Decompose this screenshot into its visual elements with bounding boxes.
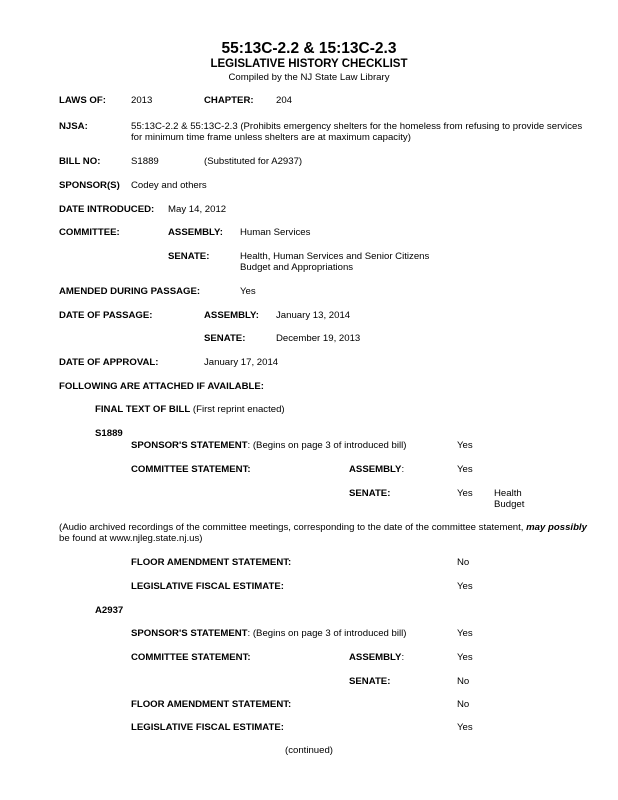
njsa-line-2: for minimum time frame unless shelters are at maximum capacity)	[131, 132, 411, 143]
s1889-fiscal-label: LEGISLATIVE FISCAL ESTIMATE:	[131, 581, 284, 592]
amended-value: Yes	[240, 286, 256, 297]
page-subtitle: LEGISLATIVE HISTORY CHECKLIST	[210, 58, 408, 70]
amended-label: AMENDED DURING PASSAGE:	[59, 286, 201, 297]
following-attached-label: FOLLOWING ARE ATTACHED IF AVAILABLE:	[59, 381, 264, 392]
audio-note-line-2: be found at www.njleg.state.nj.us)	[59, 533, 203, 544]
committee-senate-value-2: Budget and Appropriations	[240, 262, 354, 273]
date-introduced-value: May 14, 2012	[168, 204, 227, 215]
njsa-label: NJSA:	[59, 121, 88, 132]
continued-footer: (continued)	[285, 745, 333, 756]
chapter-label: CHAPTER:	[204, 95, 254, 106]
a2937-senate-label: SENATE:	[349, 676, 391, 687]
njsa-line-1: 55:13C-2.2 & 55:13C-2.3 (Prohibits emergency shelters for the homeless from refusing to provide services	[131, 121, 583, 132]
s1889-senate-note-1: Health	[494, 488, 522, 499]
s1889-sponsor-row	[131, 440, 406, 452]
a2937-sponsor-label: SPONSOR'S STATEMENT	[131, 628, 248, 639]
a2937-sponsor-row	[131, 628, 406, 640]
committee-assembly-value: Human Services	[240, 227, 311, 238]
a2937-assembly-row	[349, 652, 404, 664]
a2937-heading: A2937	[95, 605, 124, 616]
page-title: 55:13C-2.2 & 15:13C-2.3	[221, 40, 397, 57]
committee-assembly-label: ASSEMBLY:	[168, 227, 223, 238]
date-of-approval-label: DATE OF APPROVAL:	[59, 357, 159, 368]
a2937-fiscal-value: Yes	[457, 722, 473, 733]
sponsor-value: Codey and others	[131, 180, 207, 191]
a2937-assembly-value: Yes	[457, 652, 473, 663]
s1889-sponsor-note: : (Begins on page 3 of introduced bill)	[247, 440, 407, 451]
chapter-value: 204	[276, 95, 293, 106]
a2937-sponsor-note: : (Begins on page 3 of introduced bill)	[247, 628, 407, 639]
bill-no-note: (Substituted for A2937)	[204, 156, 303, 167]
a2937-assembly-colon: :	[401, 652, 405, 663]
final-text-note: (First reprint enacted)	[190, 404, 285, 415]
date-of-passage-label: DATE OF PASSAGE:	[59, 310, 153, 321]
date-of-approval-value: January 17, 2014	[204, 357, 279, 368]
a2937-floor-label: FLOOR AMENDMENT STATEMENT:	[131, 699, 292, 710]
a2937-assembly-label: ASSEMBLY	[349, 652, 402, 663]
s1889-floor-value: No	[457, 557, 470, 568]
s1889-senate-label: SENATE:	[349, 488, 391, 499]
bill-no-value: S1889	[131, 156, 159, 167]
s1889-floor-label: FLOOR AMENDMENT STATEMENT:	[131, 557, 292, 568]
audio-note-emphasis: may possibly	[526, 522, 587, 533]
laws-of-value: 2013	[131, 95, 153, 106]
s1889-sponsor-value: Yes	[457, 440, 473, 451]
passage-assembly-value: January 13, 2014	[276, 310, 351, 321]
a2937-sponsor-value: Yes	[457, 628, 473, 639]
a2937-fiscal-label: LEGISLATIVE FISCAL ESTIMATE:	[131, 722, 284, 733]
sponsor-label: SPONSOR(S)	[59, 180, 120, 191]
passage-assembly-label: ASSEMBLY:	[204, 310, 259, 321]
committee-senate-value-1: Health, Human Services and Senior Citizens	[240, 251, 430, 262]
audio-note-line-1	[59, 522, 587, 534]
a2937-committee-label: COMMITTEE STATEMENT:	[131, 652, 251, 663]
final-text-row	[95, 404, 285, 416]
s1889-assembly-label: ASSEMBLY	[349, 464, 402, 475]
s1889-senate-note-2: Budget	[494, 499, 525, 510]
a2937-floor-value: No	[457, 699, 470, 710]
laws-of-label: LAWS OF:	[59, 95, 106, 106]
committee-label: COMMITTEE:	[59, 227, 120, 238]
committee-senate-label: SENATE:	[168, 251, 210, 262]
passage-senate-value: December 19, 2013	[276, 333, 361, 344]
s1889-fiscal-value: Yes	[457, 581, 473, 592]
s1889-assembly-row	[349, 464, 404, 476]
s1889-sponsor-label: SPONSOR'S STATEMENT	[131, 440, 248, 451]
s1889-committee-label: COMMITTEE STATEMENT:	[131, 464, 251, 475]
s1889-senate-value: Yes	[457, 488, 473, 499]
compiled-by: Compiled by the NJ State Law Library	[228, 72, 390, 83]
bill-no-label: BILL NO:	[59, 156, 101, 167]
a2937-senate-value: No	[457, 676, 470, 687]
passage-senate-label: SENATE:	[204, 333, 246, 344]
s1889-assembly-value: Yes	[457, 464, 473, 475]
s1889-heading: S1889	[95, 428, 123, 439]
date-introduced-label: DATE INTRODUCED:	[59, 204, 155, 215]
s1889-assembly-colon: :	[401, 464, 405, 475]
audio-note-text: (Audio archived recordings of the committee meetings, corresponding to the date of the committee statement,	[59, 522, 527, 533]
final-text-label: FINAL TEXT OF BILL	[95, 404, 191, 415]
